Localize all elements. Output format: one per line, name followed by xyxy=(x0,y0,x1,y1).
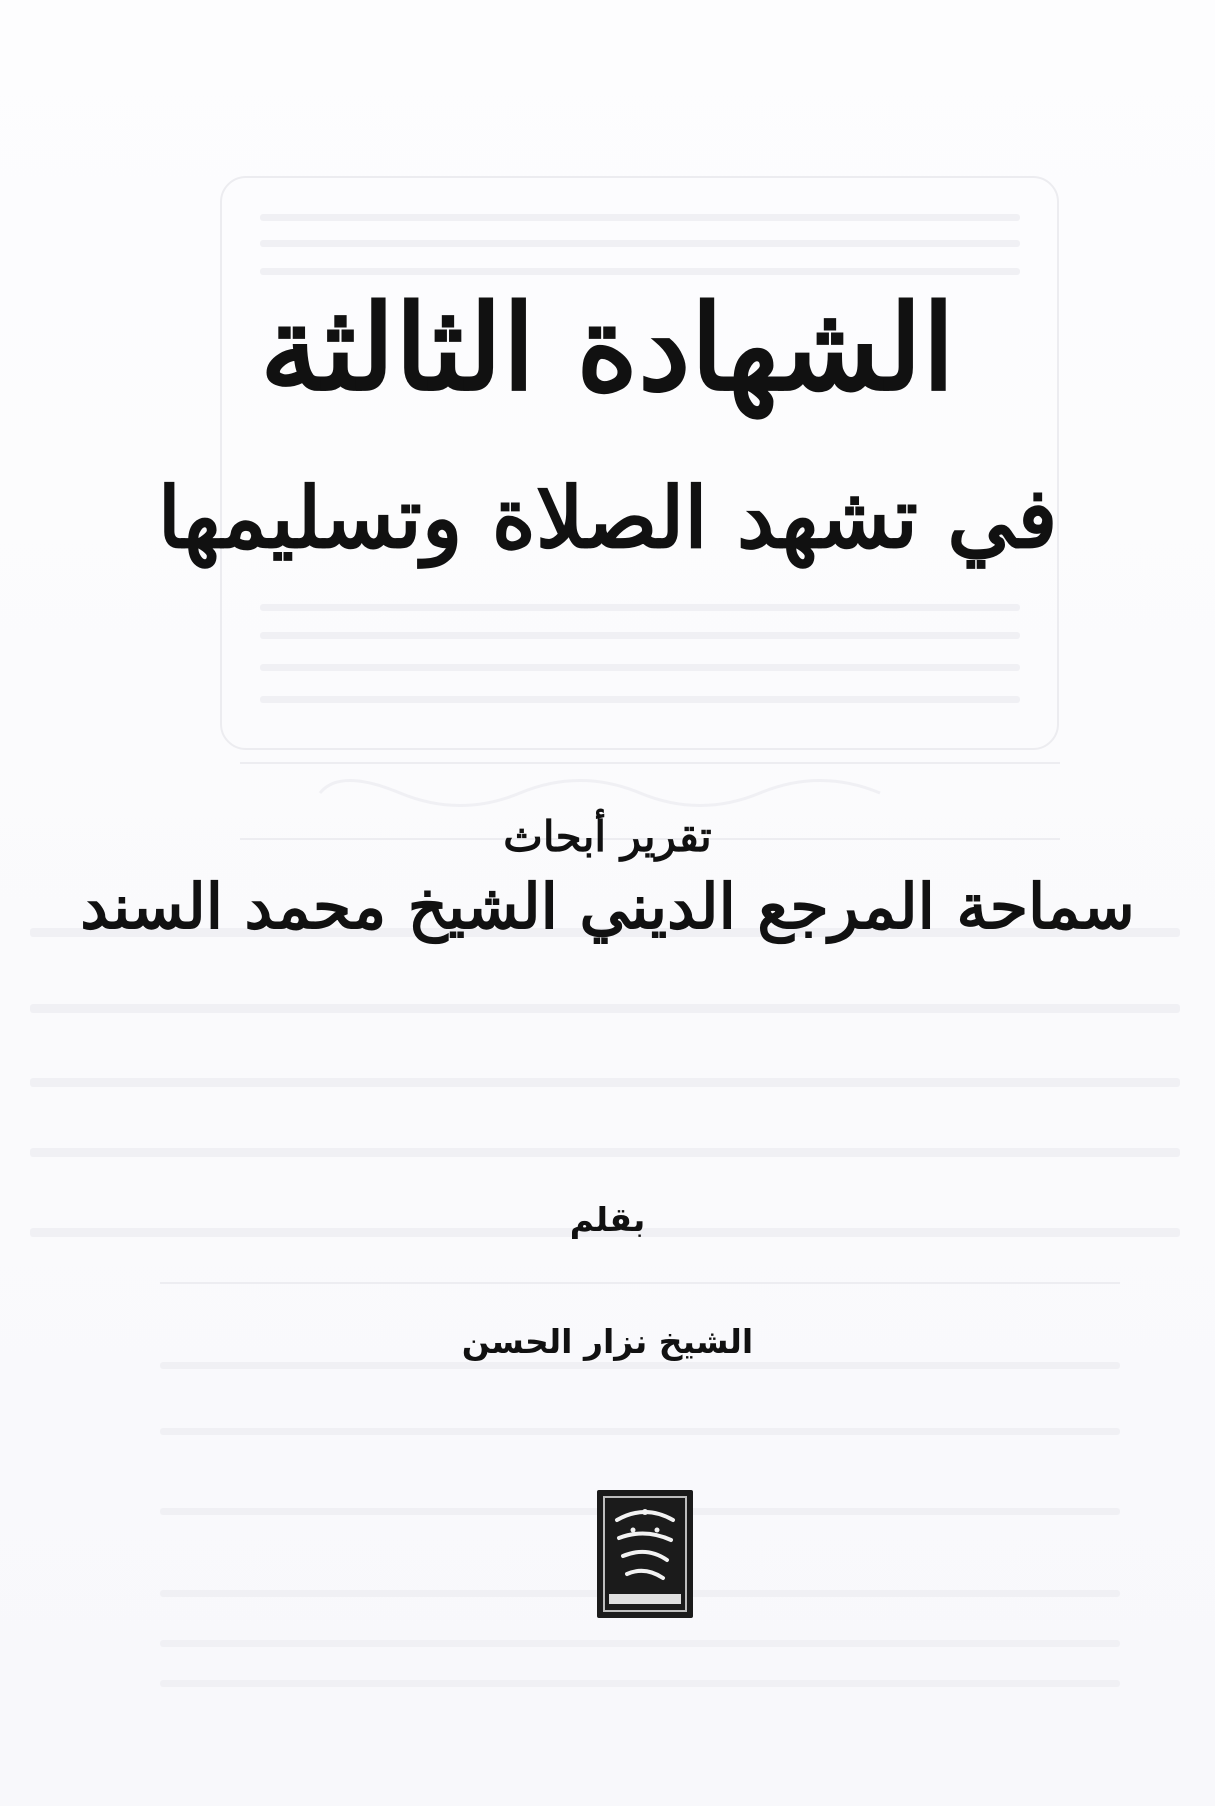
book-subtitle: في تشهد الصلاة وتسليمها xyxy=(157,468,1058,567)
bleed-through-line xyxy=(160,1640,1120,1647)
bleed-through-line xyxy=(260,240,1020,247)
bleed-through-line xyxy=(30,1004,1180,1013)
bleed-through-line xyxy=(260,664,1020,671)
lectures-label: تقرير أبحاث xyxy=(503,812,712,861)
bleed-through-line xyxy=(30,1078,1180,1087)
bleed-through-line xyxy=(160,1428,1120,1435)
publisher-logo-mark xyxy=(597,1490,693,1618)
scholar-name: سماحة المرجع الديني الشيخ محمد السند xyxy=(80,870,1135,943)
bleed-through-line xyxy=(260,632,1020,639)
bleed-through-line xyxy=(260,214,1020,221)
bleed-through-line xyxy=(160,1362,1120,1369)
bleed-through-line xyxy=(260,696,1020,703)
bleed-through-line xyxy=(260,268,1020,275)
bleed-through-line xyxy=(160,1680,1120,1687)
book-title: الشهادة الثالثة xyxy=(260,278,955,417)
author-name: الشيخ نزار الحسن xyxy=(461,1322,754,1361)
bleed-through-line xyxy=(260,604,1020,611)
bleed-through-line xyxy=(30,1148,1180,1157)
by-label: بقلم xyxy=(569,1200,646,1239)
publisher-logo-icon xyxy=(597,1490,693,1618)
bleed-through-rule xyxy=(160,1282,1120,1284)
